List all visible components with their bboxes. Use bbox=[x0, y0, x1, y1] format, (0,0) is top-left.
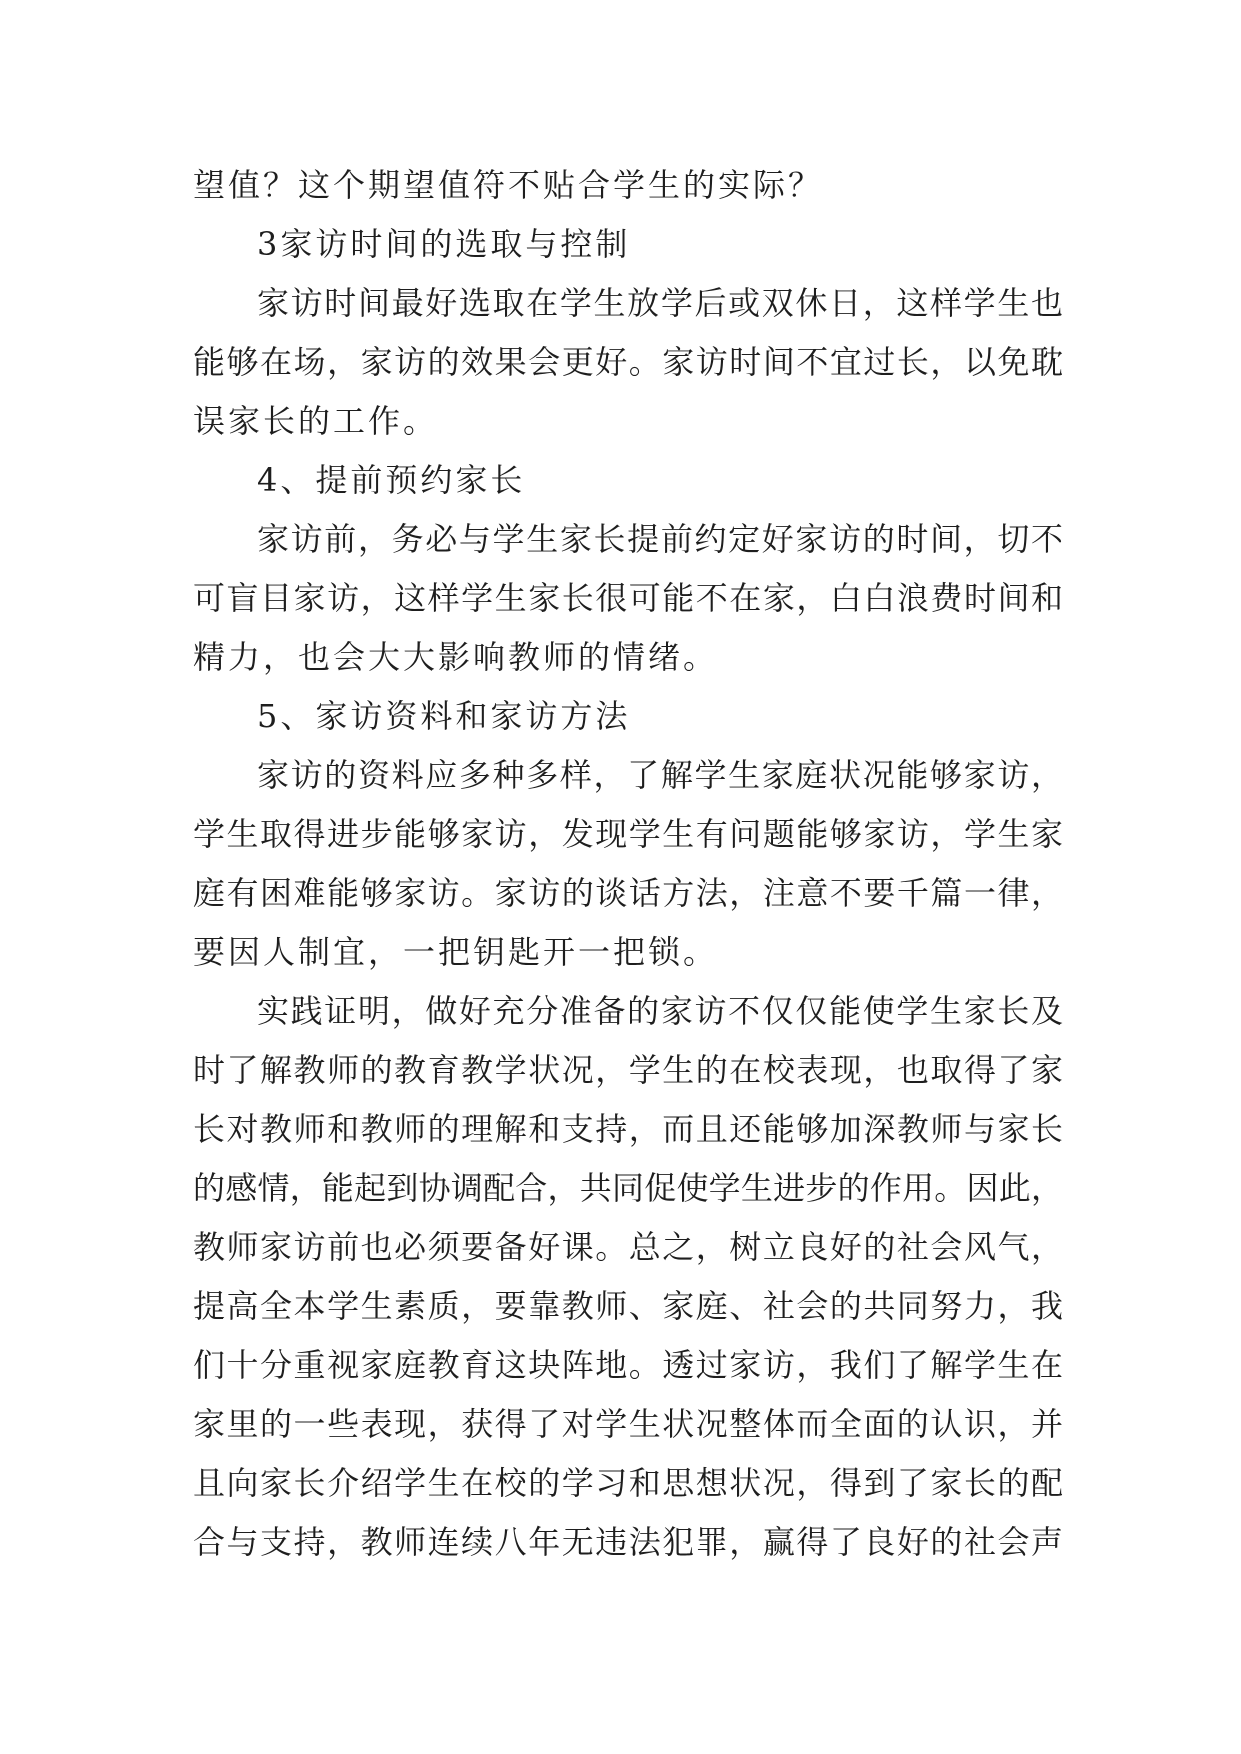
text-line: 可盲目家访，这样学生家长很可能不在家，白白浪费时间和 bbox=[193, 579, 1063, 617]
text-line: 庭有困难能够家访。家访的谈话方法，注意不要千篇一律， bbox=[193, 874, 1063, 912]
document-body bbox=[193, 156, 1063, 1572]
text-line: 能够在场，家访的效果会更好。家访时间不宜过长，以免耽 bbox=[193, 343, 1063, 381]
text-line: 提高全本学生素质，要靠教师、家庭、社会的共同努力，我 bbox=[193, 1287, 1063, 1325]
text-line: 教师家访前也必须要备好课。总之，树立良好的社会风气， bbox=[193, 1228, 1063, 1266]
text-line: 合与支持，教师连续八年无违法犯罪，赢得了良好的社会声 bbox=[193, 1523, 1063, 1561]
text-line: 的感情，能起到协调配合，共同促使学生进步的作用。因此， bbox=[193, 1169, 1063, 1207]
text-line: 长对教师和教师的理解和支持，而且还能够加深教师与家长 bbox=[193, 1110, 1063, 1148]
text-line: 3家访时间的选取与控制 bbox=[257, 225, 631, 263]
text-line: 5、家访资料和家访方法 bbox=[257, 697, 631, 735]
text-line: 望值？这个期望值符不贴合学生的实际？ bbox=[193, 166, 824, 204]
text-line: 且向家长介绍学生在校的学习和思想状况，得到了家长的配 bbox=[193, 1464, 1063, 1502]
text-line: 家访时间最好选取在学生放学后或双休日，这样学生也 bbox=[257, 284, 1063, 322]
text-line: 家里的一些表现，获得了对学生状况整体而全面的认识，并 bbox=[193, 1405, 1063, 1443]
text-line: 学生取得进步能够家访，发现学生有问题能够家访，学生家 bbox=[193, 815, 1063, 853]
text-line: 家访的资料应多种多样，了解学生家庭状况能够家访， bbox=[257, 756, 1063, 794]
text-line: 要因人制宜，一把钥匙开一把锁。 bbox=[193, 933, 719, 971]
text-line: 们十分重视家庭教育这块阵地。透过家访，我们了解学生在 bbox=[193, 1346, 1063, 1384]
text-line: 4、提前预约家长 bbox=[257, 461, 526, 499]
text-line: 精力，也会大大影响教师的情绪。 bbox=[193, 638, 719, 676]
text-line: 实践证明，做好充分准备的家访不仅仅能使学生家长及 bbox=[257, 992, 1063, 1030]
text-line: 时了解教师的教育教学状况，学生的在校表现，也取得了家 bbox=[193, 1051, 1063, 1089]
text-line: 误家长的工作。 bbox=[193, 402, 439, 440]
text-line: 家访前，务必与学生家长提前约定好家访的时间，切不 bbox=[257, 520, 1063, 558]
